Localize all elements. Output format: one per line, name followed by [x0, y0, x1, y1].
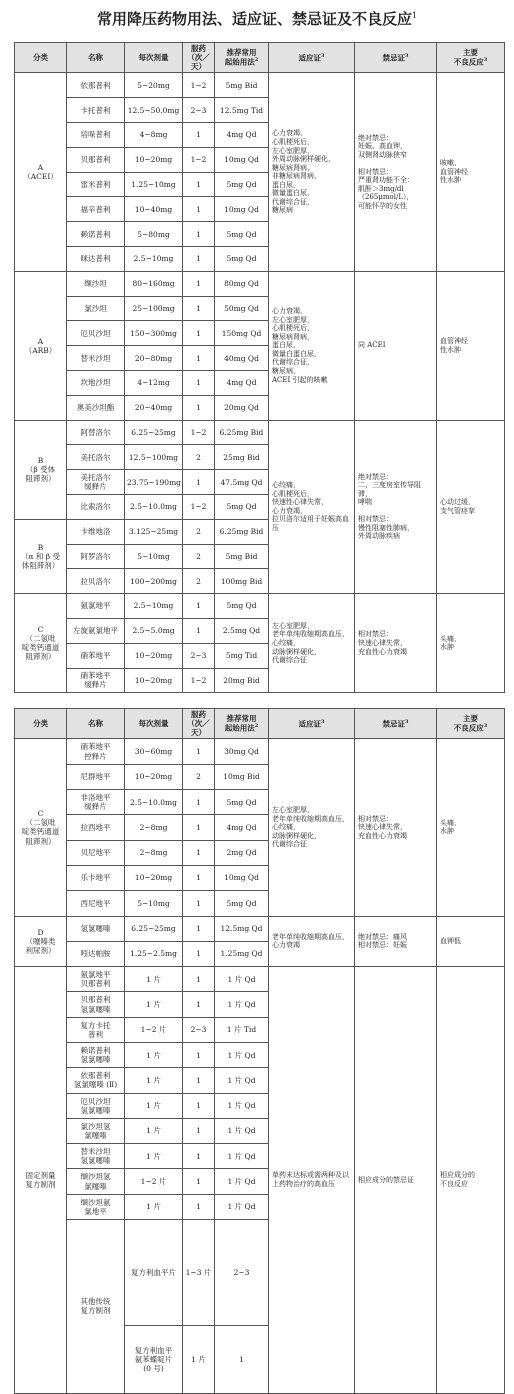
dose-cell: 23.75~190mg: [125, 470, 183, 495]
dose-cell: 4~12mg: [125, 370, 183, 395]
dose-cell: 10~20mg: [125, 147, 183, 172]
header-start: 推荐常用 起始用法$^2$: [215, 709, 269, 739]
frequency-cell: 1: [183, 618, 215, 643]
frequency-cell: 1: [183, 594, 215, 619]
page-title: 常用降压药物用法、适应证、禁忌证及不良反应$^1$: [96, 10, 418, 28]
drug-name: 赖诺普利: [67, 222, 125, 247]
dose-cell: 6.25~25mg: [125, 420, 183, 445]
drug-name: 乐卡地平: [67, 865, 125, 890]
frequency-cell: 2~3: [215, 1220, 269, 1326]
drug-name: 缬沙坦: [67, 271, 125, 296]
frequency-cell: 1: [183, 321, 215, 346]
drug-name: 氯沙坦氢 氯噻嗪: [67, 1118, 125, 1143]
start-dose-cell: 40mg Qd: [215, 346, 269, 371]
drug-name: 西尼地平: [67, 891, 125, 916]
frequency-cell: 1: [183, 992, 215, 1017]
frequency-cell: 2~3: [183, 1017, 215, 1042]
dose-cell: 2~8mg: [125, 815, 183, 840]
dose-cell: 2~8mg: [125, 840, 183, 865]
drug-row: [15, 420, 505, 445]
drug-name: 奥美沙坦酯: [67, 395, 125, 420]
drug-class-cell: 固定剂量 复方制剂: [15, 967, 67, 1394]
drug-name: 替米沙坦 氢氯噻嗪: [67, 1144, 125, 1169]
dose-cell: 1~3 片: [183, 1220, 215, 1326]
start-dose-cell: 50mg Qd: [215, 296, 269, 321]
drug-table-part-2: [14, 708, 505, 1394]
drug-name: 缬沙坦氨 氯地平: [67, 1194, 125, 1219]
start-dose-cell: 1.25mg Qd: [215, 941, 269, 966]
start-dose-cell: 1 片 Qd: [215, 1093, 269, 1118]
frequency-cell: 1: [183, 739, 215, 764]
start-dose-cell: 5mg Qd: [215, 790, 269, 815]
header-name: 名称: [67, 709, 125, 739]
frequency-cell: 2: [183, 764, 215, 789]
drug-name: 硝苯地平: [67, 643, 125, 668]
dose-cell: 5~10mg: [125, 544, 183, 569]
drug-row: [15, 271, 505, 296]
start-dose-cell: 5mg Qd: [215, 891, 269, 916]
start-dose-cell: 2mg Qd: [215, 840, 269, 865]
drug-name: 氨氯地平: [67, 594, 125, 619]
header-dose: 每次剂量: [125, 709, 183, 739]
dose-cell: 30~60mg: [125, 739, 183, 764]
frequency-cell: 1~2: [183, 147, 215, 172]
drug-name: 雷米普利: [67, 172, 125, 197]
frequency-cell: 1: [183, 1068, 215, 1093]
drug-class-cell: C （二氢吡 啶类钙通道 阻滞剂）: [15, 594, 67, 693]
dose-cell: 6.25~25mg: [125, 916, 183, 941]
dose-cell: 1 片: [125, 1118, 183, 1143]
drug-name: 非洛地平 缓释片: [67, 790, 125, 815]
dose-cell: 10~20mg: [125, 668, 183, 693]
start-dose-cell: 1 片 Tid: [215, 1017, 269, 1042]
header-adverse-effects: 主要 不良反应$^3$: [437, 709, 505, 739]
frequency-cell: 1: [183, 1093, 215, 1118]
start-dose-cell: 1 片 Qd: [215, 1169, 269, 1194]
drug-name: 硝苯地平 缓释片: [67, 668, 125, 693]
header-start: 推荐常用 起始用法$^2$: [215, 43, 269, 73]
header-row: [15, 709, 505, 739]
indications-cell: 老年单纯收缩期高血压， 心力衰竭: [269, 916, 355, 967]
indications-cell: 左心室肥厚， 老年单纯收缩期高血压， 心绞痛， 动脉粥样硬化， 代谢综合征: [269, 594, 355, 693]
frequency-cell: 1: [183, 865, 215, 890]
drug-name: 培哚普利: [67, 123, 125, 148]
drug-name: 坎地沙坦: [67, 370, 125, 395]
start-dose-cell: 5mg Tid: [215, 643, 269, 668]
adverse-effects-cell: 咳嗽、 血管神经 性水肿: [437, 73, 505, 271]
header-row: [15, 43, 505, 73]
frequency-cell: 1: [183, 222, 215, 247]
start-dose-cell: 12.5mg Tid: [215, 98, 269, 123]
dose-cell: 12.5~100mg: [125, 445, 183, 470]
dose-cell: 80~160mg: [125, 271, 183, 296]
dose-cell: 2.5~10mg: [125, 594, 183, 619]
drug-class-cell: C （二氢吡 啶类钙通道 阻滞剂）: [15, 739, 67, 916]
drug-name: 美托洛尔 缓释片: [67, 470, 125, 495]
start-dose-cell: 47.5mg Qd: [215, 470, 269, 495]
dose-cell: 10~20mg: [125, 643, 183, 668]
dose-cell: 1 片: [125, 992, 183, 1017]
start-dose-cell: 80mg Qd: [215, 271, 269, 296]
frequency-cell: 1~2: [183, 420, 215, 445]
dose-cell: 5~10mg: [125, 891, 183, 916]
start-dose-cell: 20mg Bid: [215, 668, 269, 693]
header-indications: 适应证$^3$: [269, 43, 355, 73]
frequency-cell: 1: [183, 891, 215, 916]
start-dose-cell: 5mg Qd: [215, 494, 269, 519]
frequency-cell: 1: [183, 271, 215, 296]
dose-cell: 20~40mg: [125, 395, 183, 420]
dose-cell: 2.5~5.0mg: [125, 618, 183, 643]
frequency-cell: 1: [183, 941, 215, 966]
contraindications-cell: 绝对禁忌：痛风 相对禁忌：妊娠: [355, 916, 437, 967]
drug-name: 阿替洛尔: [67, 420, 125, 445]
header-dose: 每次剂量: [125, 43, 183, 73]
dose-cell: 1 片: [125, 1144, 183, 1169]
start-dose-cell: 5mg Bid: [215, 544, 269, 569]
start-dose-cell: 1 片 Qd: [215, 1042, 269, 1067]
drug-name: 厄贝沙坦: [67, 321, 125, 346]
dose-cell: 1~2 片: [125, 1169, 183, 1194]
drug-row: [15, 916, 505, 941]
drug-name: 卡维地洛: [67, 519, 125, 544]
start-dose-cell: 10mg Qd: [215, 197, 269, 222]
frequency-cell: 1: [183, 840, 215, 865]
drug-name: 贝尼地平: [67, 840, 125, 865]
drug-row: [15, 73, 505, 98]
drug-class-cell: A （ACEI）: [15, 73, 67, 271]
drug-name: 复方卡托 普利: [67, 1017, 125, 1042]
dose-cell: 5~20mg: [125, 73, 183, 98]
drug-row: [15, 967, 505, 992]
drug-name: 卡托普利: [67, 98, 125, 123]
start-dose-cell: 1 片 Qd: [215, 1068, 269, 1093]
dose-cell: 10~20mg: [125, 865, 183, 890]
frequency-cell: 1: [183, 296, 215, 321]
header-contraindications: 禁忌证$^3$: [355, 43, 437, 73]
drug-name: 复方利血平 氨苯蝶啶片 (0 号): [125, 1325, 183, 1393]
drug-name: 左旋氨氯地平: [67, 618, 125, 643]
indications-cell: 心绞痛， 心肌梗死后， 快速性心律失常， 心力衰竭， 拉贝洛尔适用于妊娠高血压: [269, 420, 355, 594]
dose-cell: 3.125~25mg: [125, 519, 183, 544]
adverse-effects-cell: 心动过缓， 支气管痉挛: [437, 420, 505, 594]
frequency-cell: 2: [183, 544, 215, 569]
start-dose-cell: 2.5mg Qd: [215, 618, 269, 643]
dose-cell: 5~80mg: [125, 222, 183, 247]
frequency-cell: 2: [183, 445, 215, 470]
start-dose-cell: 1 片 Qd: [215, 1194, 269, 1219]
start-dose-cell: 20mg Qd: [215, 395, 269, 420]
start-dose-cell: 6.25mg Bid: [215, 420, 269, 445]
start-dose-cell: 4mg Qd: [215, 815, 269, 840]
start-dose-cell: 10mg Qd: [215, 865, 269, 890]
start-dose-cell: 4mg Qd: [215, 123, 269, 148]
drug-name: 比索洛尔: [67, 494, 125, 519]
dose-cell: 1 片: [125, 1093, 183, 1118]
frequency-cell: 1~2: [183, 668, 215, 693]
start-dose-cell: 5mg Qd: [215, 247, 269, 272]
frequency-cell: 1: [183, 916, 215, 941]
dose-cell: 25~100mg: [125, 296, 183, 321]
drug-name: 氯沙坦: [67, 296, 125, 321]
drug-name: 氨氯地平 贝那普利: [67, 967, 125, 992]
dose-cell: 12.5~50.0mg: [125, 98, 183, 123]
adverse-effects-cell: 血管神经 性水肿: [437, 271, 505, 420]
start-dose-cell: 12.5mg Qd: [215, 916, 269, 941]
frequency-cell: 1: [183, 247, 215, 272]
dose-cell: 1 片: [125, 967, 183, 992]
header-class: 分类: [15, 709, 67, 739]
start-dose-cell: 100mg Bid: [215, 569, 269, 594]
dose-cell: 2.5~10.0mg: [125, 790, 183, 815]
frequency-cell: 1: [183, 1169, 215, 1194]
frequency-cell: 1: [183, 1144, 215, 1169]
frequency-cell: 1: [183, 395, 215, 420]
start-dose-cell: 1 片 Qd: [215, 967, 269, 992]
drug-name: 缬沙坦氢 氯噻嗪: [67, 1169, 125, 1194]
drug-name: 拉西地平: [67, 815, 125, 840]
frequency-cell: 1: [183, 123, 215, 148]
drug-name: 赖诺普利 氢氯噻嗪: [67, 1042, 125, 1067]
drug-name: 依那普利: [67, 73, 125, 98]
drug-name: 硝苯地平 控释片: [67, 739, 125, 764]
frequency-cell: 1: [183, 197, 215, 222]
dose-cell: 100~200mg: [125, 569, 183, 594]
contraindications-cell: 相应成分的禁忌证: [355, 967, 437, 1394]
frequency-cell: 1: [215, 1325, 269, 1393]
start-dose-cell: 5mg Qd: [215, 222, 269, 247]
frequency-cell: 1~2: [183, 73, 215, 98]
drug-table-part-1: [14, 42, 505, 693]
drug-name: 厄贝沙坦 氢氯噻嗪: [67, 1093, 125, 1118]
drug-class-cell: 其他传统 复方制剂: [67, 1220, 125, 1394]
contraindications-cell: 绝对禁忌： 妊娠、高血钾， 双侧肾动脉狭窄 相对禁忌： 严重肾功能不全： 肌酐＞3mg/dl （265μmol/L）， 可能怀孕的女性: [355, 73, 437, 271]
drug-class-cell: B （α 和 β 受 体阻滞剂）: [15, 519, 67, 593]
contraindications-cell: 同 ACEI: [355, 271, 437, 420]
header-contraindications: 禁忌证$^3$: [355, 709, 437, 739]
drug-class-cell: A （ARB）: [15, 271, 67, 420]
start-dose-cell: 1 片 Qd: [215, 992, 269, 1017]
frequency-cell: 1: [183, 790, 215, 815]
indications-cell: 左心室肥厚， 老年单纯收缩期高血压， 心绞痛， 动脉粥样硬化， 代谢综合征: [269, 739, 355, 916]
drug-name: 咪达普利: [67, 247, 125, 272]
drug-name: 拉贝洛尔: [67, 569, 125, 594]
dose-cell: 10~20mg: [125, 764, 183, 789]
dose-cell: 1 片: [183, 1325, 215, 1393]
start-dose-cell: 6.25mg Bid: [215, 519, 269, 544]
frequency-cell: 2~3: [183, 98, 215, 123]
start-dose-cell: 25mg Bid: [215, 445, 269, 470]
start-dose-cell: 1 片 Qd: [215, 1144, 269, 1169]
start-dose-cell: 5mg Qd: [215, 594, 269, 619]
drug-name: 美托洛尔: [67, 445, 125, 470]
frequency-cell: 1: [183, 1194, 215, 1219]
header-class: 分类: [15, 43, 67, 73]
frequency-cell: 1: [183, 967, 215, 992]
drug-class-cell: B （β 受体 阻滞剂）: [15, 420, 67, 519]
adverse-effects-cell: 相应成分的 不良反应: [437, 967, 505, 1394]
frequency-cell: 2~3: [183, 643, 215, 668]
adverse-effects-cell: 头痛， 水肿: [437, 594, 505, 693]
start-dose-cell: 5mg Bid: [215, 73, 269, 98]
frequency-cell: 1: [183, 1042, 215, 1067]
frequency-cell: 1: [183, 370, 215, 395]
adverse-effects-cell: 血钾低: [437, 916, 505, 967]
frequency-cell: 1~2: [183, 494, 215, 519]
dose-cell: 1 片: [125, 1194, 183, 1219]
drug-name: 吲达帕胺: [67, 941, 125, 966]
drug-name: 依那普利 氢氯噻嗪 (Ⅱ): [67, 1068, 125, 1093]
header-freq: 服药 （次／天）: [183, 43, 215, 73]
dose-cell: 1 片: [125, 1042, 183, 1067]
start-dose-cell: 4mg Qd: [215, 370, 269, 395]
indications-cell: 单药未达标或需两种及以上药物治疗的高血压: [269, 967, 355, 1394]
drug-row: [15, 739, 505, 764]
indications-cell: 心力衰竭， 左心室肥厚， 心肌梗死后， 糖尿病肾病， 蛋白尿， 微量白蛋白尿， 代谢综合征， 糖尿病， ACEI 引起的咳嗽: [269, 271, 355, 420]
dose-cell: 1.25~2.5mg: [125, 941, 183, 966]
dose-cell: 1 片: [125, 1068, 183, 1093]
frequency-cell: 1: [183, 470, 215, 495]
header-freq: 服药 （次／天）: [183, 709, 215, 739]
drug-name: 阿罗洛尔: [67, 544, 125, 569]
frequency-cell: 1: [183, 346, 215, 371]
dose-cell: 1~2 片: [125, 1017, 183, 1042]
dose-cell: 1.25~10mg: [125, 172, 183, 197]
header-name: 名称: [67, 43, 125, 73]
frequency-cell: 1: [183, 172, 215, 197]
start-dose-cell: 5mg Qd: [215, 172, 269, 197]
dose-cell: 2.5~10mg: [125, 247, 183, 272]
drug-class-cell: D （噻嗪类 利尿剂）: [15, 916, 67, 967]
dose-cell: 150~300mg: [125, 321, 183, 346]
frequency-cell: 1: [183, 1118, 215, 1143]
drug-row: [15, 594, 505, 619]
drug-name: 氢氯噻嗪: [67, 916, 125, 941]
indications-cell: 心力衰竭， 心肌梗死后， 左心室肥厚， 外周动脉粥样硬化， 糖尿病肾病， 非糖尿病肾病， 蛋白尿， 微量蛋白尿， 代谢综合征， 糖尿病: [269, 73, 355, 271]
contraindications-cell: 相对禁忌： 快速心律失常， 充血性心力衰竭: [355, 739, 437, 916]
dose-cell: 20~80mg: [125, 346, 183, 371]
drug-name: 贝那普利 氢氯噻嗪: [67, 992, 125, 1017]
frequency-cell: 2: [183, 569, 215, 594]
drug-name: 替米沙坦: [67, 346, 125, 371]
dose-cell: 4~8mg: [125, 123, 183, 148]
frequency-cell: 1: [183, 815, 215, 840]
contraindications-cell: 相对禁忌： 快速心律失常， 充血性心力衰竭: [355, 594, 437, 693]
start-dose-cell: 10mg Qd: [215, 147, 269, 172]
start-dose-cell: 150mg Qd: [215, 321, 269, 346]
dose-cell: 2.5~10.0mg: [125, 494, 183, 519]
drug-name: 复方利血平片: [125, 1220, 183, 1326]
contraindications-cell: 绝对禁忌： 二、三度房室传导阻滞， 哮喘 相对禁忌： 慢性阻塞性肺病， 外周动脉疾病: [355, 420, 437, 594]
adverse-effects-cell: 头痛， 水肿: [437, 739, 505, 916]
drug-name: 尼群地平: [67, 764, 125, 789]
header-adverse-effects: 主要 不良反应$^3$: [437, 43, 505, 73]
dose-cell: 10~40mg: [125, 197, 183, 222]
start-dose-cell: 10mg Bid: [215, 764, 269, 789]
start-dose-cell: 1 片 Qd: [215, 1118, 269, 1143]
frequency-cell: 2: [183, 519, 215, 544]
drug-name: 福辛普利: [67, 197, 125, 222]
drug-name: 贝那普利: [67, 147, 125, 172]
start-dose-cell: 30mg Qd: [215, 739, 269, 764]
header-indications: 适应证$^3$: [269, 709, 355, 739]
